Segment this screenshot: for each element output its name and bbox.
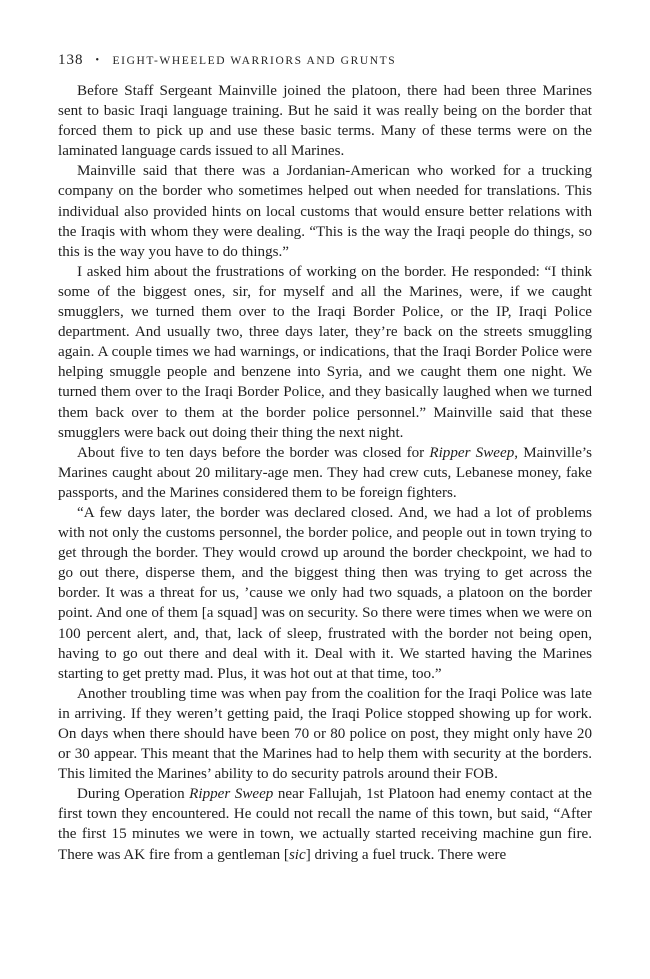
paragraph — [58, 81, 592, 161]
text-run: , Mainville’s Marines caught about 20 military-age men. They had crew cuts, Lebanese money, fake passports, and the Marines considered them to be foreign fighters. — [58, 444, 592, 501]
italic-text: Ripper Sweep — [429, 444, 515, 461]
text-run: near Fallujah, 1st Platoon had enemy contact at the first town they encountered. He could not recall the name of this town, but said, “After the first 15 minutes we were in town, we actually started receiving machine gun fire. There was AK fire from a gentleman [ — [58, 786, 592, 863]
running-title: EIGHT-WHEELED WARRIORS AND GRUNTS — [112, 54, 397, 67]
text-run: During Operation — [77, 786, 190, 803]
running-header — [58, 52, 592, 69]
italic-text: sic — [288, 846, 306, 863]
paragraph — [58, 684, 592, 784]
text-run: Before Staff Sergeant Mainville joined the platoon, there had been three Marines sent to basic Iraqi language training. But he said it was really being on the border that forced them to pick up and use these basic terms. Many of these terms were on the laminated language cards issued to all Marines. — [58, 83, 592, 160]
header-separator: • — [95, 55, 101, 66]
paragraph — [58, 443, 592, 503]
text-run: Another troubling time was when pay from the coalition for the Iraqi Police was late in arriving. If they weren’t getting paid, the Iraqi Police stopped showing up for work. On days when there should have been 70 or 80 police on post, they might only have 20 or 30 appear. This meant that the Marines had to help them with security at the borders. This limited the Marines’ ability to do security patrols around their FOB. — [58, 685, 592, 783]
page-number: 138 — [58, 52, 84, 68]
paragraph — [58, 262, 592, 443]
text-run: About five to ten days before the border was closed for — [77, 444, 430, 461]
text-run: ] driving a fuel truck. There were — [305, 846, 507, 863]
paragraph — [58, 161, 592, 261]
text-run: Mainville said that there was a Jordanian-American who worked for a trucking company on the border who sometimes helped out when needed for translations. This individual also provided hints on local customs that would ensure better relations with the Iraqis with whom they were dealing. “This is the way the Iraqi people do things, so this is the way you have to do things.” — [58, 163, 592, 260]
body-text — [58, 81, 592, 865]
text-run: I asked him about the frustrations of working on the border. He responded: “I think some of the biggest ones, sir, for myself and all the Marines, were, if we caught smugglers, we turned them over to the Iraqi Border Police, or the IP, Iraqi Police department. And usually two, three days later, they’re back on the streets smuggling again. A couple times we had warnings, or indications, that the Iraqi Border Police were helping smuggle people and benzene into Syria, and we caught them one night. We turned them over to the Iraqi Border Police, and they basically laughed when we turned them back over to them at the border police personnel.” Mainville said that these smugglers were back out doing their thing the next night. — [58, 263, 592, 441]
paragraph — [58, 784, 592, 864]
italic-text: Ripper Sweep — [189, 786, 274, 803]
text-run: “A few days later, the border was declared closed. And, we had a lot of problems with not only the customs personnel, the border police, and people out in town trying to get through the border. They would crowd up around the border checkpoint, we had to go out there, disperse them, and the biggest thing then was trying to get across the border. It was a threat for us, ’cause we only had two squads, a platoon on the border point. And one of them [a squad] was on security. So there were times when we were on 100 percent alert, and, that, lack of sleep, frustrated with the border not being open, having to go out there and deal with it. Deal with it. We started having the Marines starting to get pretty mad. Plus, it was hot out at that time, too.” — [58, 504, 592, 682]
paragraph — [58, 503, 592, 684]
